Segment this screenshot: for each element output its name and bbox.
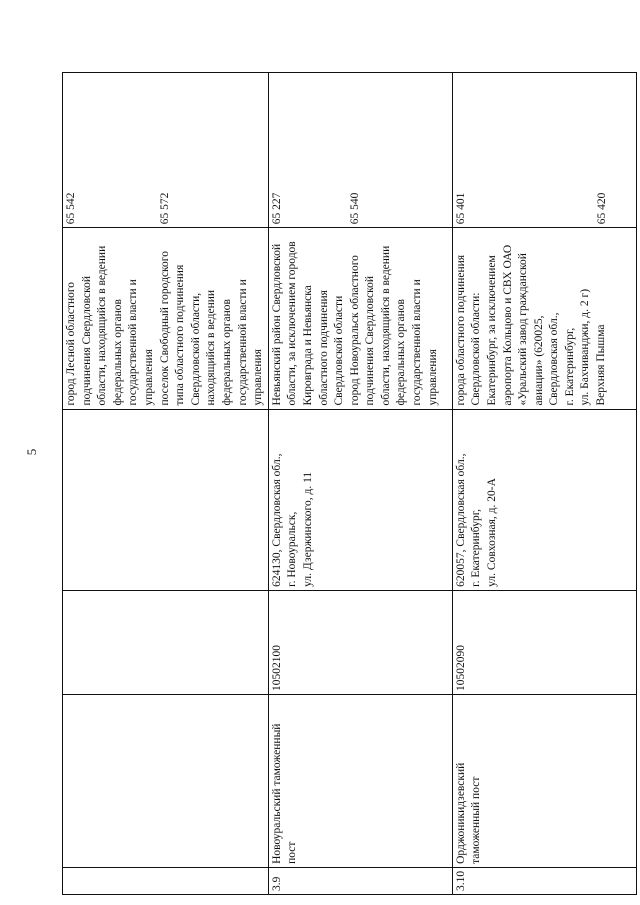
address-line: 624130, Свердловская обл., [270,453,283,587]
okato-cell [452,73,636,228]
okato-cell [268,73,452,228]
territory-line: государственной власти и [127,279,140,406]
row-number-cell: 3.9 [268,867,452,894]
post-code-cell: 10502100 [268,590,452,694]
territory-line: Кировграда и Невьянска [301,285,314,406]
territory-line: аэропорта Кольцово и СВХ ОАО [501,244,514,406]
territory-line: ул. Бахчиванджи, д. 2 г) [579,288,592,406]
territory-line: управления [426,349,439,406]
territory-line: федеральных органов [111,299,124,406]
address-cell [452,409,636,590]
territory-line: Свердловская обл., [548,312,561,406]
territory-line: подчинения Свердловской [364,276,377,406]
territory-line: «Уральский завод гражданской [517,253,530,406]
post-code-cell [63,590,269,694]
okato-code: 65 542 [65,192,77,225]
territory-line: находящийся в ведении [205,289,218,406]
address-cell [63,409,269,590]
post-name-cell [63,694,269,867]
territory-line: Екатеринбург, за исключением [485,255,498,406]
territory-line: управления [252,349,265,406]
post-name-line: Орджоникидзевский [454,762,467,864]
territory-line: управления [142,349,155,406]
row-number-cell: 3.10 [452,867,636,894]
okato-cell [63,73,269,228]
post-name-cell [268,694,452,867]
page-number: 5 [24,448,39,456]
okato-code: 65 401 [454,192,467,225]
territory-line: Верхняя Пышма [595,324,608,406]
territory-line: поселок Свободный городского [158,251,171,406]
territory-cell [452,228,636,409]
territory-line: области, за исключением городов [286,241,299,406]
address-line: ул. Дзержинского, д. 11 [301,471,314,587]
post-name-line: пост [286,841,299,864]
address-line: г. Екатеринбург, [470,509,483,587]
okato-code: 65 540 [348,192,361,225]
territory-line: авиации» (620025, [532,315,545,406]
address-cell [268,409,452,590]
territory-line: Свердловской области, [189,292,202,406]
post-name-line: Новоуральский таможенный [270,723,283,864]
territory-line: Свердловской области: [470,292,483,406]
okato-code: 65 572 [159,192,171,225]
address-line: 620057, Свердловская обл., [454,453,467,587]
okato-code: 65 420 [595,192,608,225]
territory-line: федеральных органов [395,299,408,406]
row-number-cell [63,867,269,894]
post-name-line: таможенный пост [470,776,483,864]
territory-line: подчинения Свердловской [80,276,93,406]
table-row [268,73,452,895]
territory-line: государственной власти и [236,279,249,406]
address-line: г. Новоуральск, [286,511,299,587]
territory-cell [268,228,452,409]
territory-line: Невьянский район Свердловской [270,243,283,406]
okato-code: 65 227 [270,192,283,225]
customs-posts-table [62,72,637,895]
address-line: ул. Совхозная, д. 20-А [485,478,498,587]
post-name-cell [452,694,636,867]
territory-line: типа областного подчинения [174,264,187,406]
territory-line: город Новоуральск областного [348,255,361,406]
table-row [452,73,636,895]
territory-line: город Лесной областного [65,281,77,406]
territory-line: государственной власти и [411,279,424,406]
territory-line: области, находящийся в ведении [96,245,109,406]
territory-line: области, находящийся в ведении [379,245,392,406]
territory-line: города областного подчинения [454,254,467,406]
territory-line: областного подчинения [317,290,330,406]
territory-line: федеральных органов [220,299,233,406]
table-row [63,73,269,895]
territory-line: г. Екатеринбург, [563,327,576,406]
territory-line: Свердловской области [333,295,346,406]
territory-cell [63,228,269,409]
post-code-cell: 10502090 [452,590,636,694]
